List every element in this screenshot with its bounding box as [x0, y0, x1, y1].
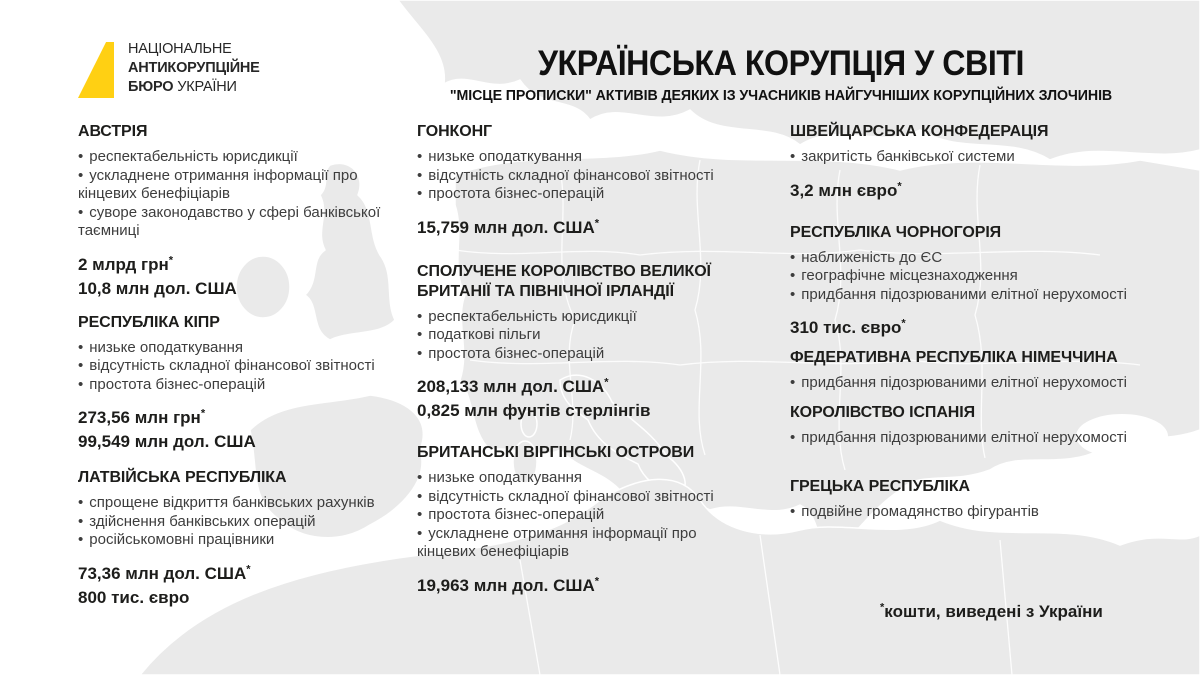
bullet-item [417, 185, 751, 204]
country-name: ЛАТВІЙСЬКА РЕСПУБЛІКА [78, 469, 287, 486]
bullet-item [790, 286, 1132, 305]
bullet-icon: • [78, 531, 84, 548]
bullet-text: респектабельність юрисдикції [89, 148, 298, 165]
bullet-text: низьке оподаткування [89, 338, 244, 356]
column-middle [417, 122, 751, 598]
amounts [790, 316, 1132, 340]
bullet-item [417, 469, 751, 488]
bullet-item [417, 525, 751, 562]
bullet-icon: • [78, 338, 84, 356]
bullet-text: відсутність складної фінансової звітності [89, 357, 375, 374]
amounts [78, 253, 400, 301]
logo-line-2: АНТИКОРУПЦІЙНЕ [128, 60, 260, 76]
column-left [78, 122, 400, 610]
bullet-item [417, 308, 751, 327]
bullet-text: спрощене відкриття банківських рахунків [89, 494, 375, 511]
asterisk-footnote-marker: * [901, 317, 906, 330]
bullet-icon: • [78, 512, 84, 530]
bullet-item [790, 374, 1132, 393]
bullet-icon: • [78, 148, 84, 165]
country-block [790, 403, 1132, 448]
bullet-text: закритість банківської системи [801, 148, 1015, 165]
bullet-text: придбання підозрюваними елітної нерухомості [801, 285, 1127, 303]
bullet-list [78, 339, 400, 395]
bullet-item [790, 503, 1132, 522]
bullet-list [790, 249, 1132, 305]
country-name: КОРОЛІВСТВО ІСПАНІЯ [790, 403, 975, 421]
bullet-item [78, 513, 400, 532]
country-block [790, 348, 1132, 393]
country-name: ГОНКОНГ [417, 123, 492, 140]
country-name: ФЕДЕРАТИВНА РЕСПУБЛІКА НІМЕЧЧИНА [790, 349, 1118, 366]
bullet-list [78, 494, 400, 550]
asterisk-footnote-marker: * [880, 601, 885, 614]
country-name: РЕСПУБЛІКА КІПР [78, 313, 220, 331]
country-name: ШВЕЙЦАРСЬКА КОНФЕДЕРАЦІЯ [790, 123, 1049, 140]
bullet-list [790, 374, 1132, 393]
country-block [417, 122, 751, 240]
bullet-text: наближеність до ЄС [801, 248, 943, 266]
bullet-item [417, 506, 751, 525]
bullet-icon: • [417, 344, 423, 362]
nabu-logo-icon [78, 42, 114, 98]
bullet-item [417, 148, 751, 167]
bullet-icon: • [790, 503, 796, 520]
bullet-text: географічне місцезнаходження [801, 267, 1018, 284]
amount-line: 99,549 млн дол. США [78, 432, 256, 451]
bullet-icon: • [417, 185, 423, 202]
country-block [78, 468, 400, 610]
amounts [417, 375, 751, 423]
bullet-icon: • [790, 248, 796, 266]
bullet-list [790, 148, 1132, 167]
bullet-icon: • [417, 506, 423, 523]
bullet-icon: • [417, 524, 423, 542]
asterisk-footnote-marker: * [246, 562, 251, 575]
bullet-icon: • [790, 428, 796, 446]
bullet-item [417, 326, 751, 345]
bullet-text: простота бізнес-операцій [428, 344, 605, 362]
footnote [880, 602, 1103, 622]
bullet-icon: • [78, 375, 84, 393]
bullet-item [417, 345, 751, 364]
country-block [790, 223, 1132, 341]
nabu-logo [78, 40, 260, 98]
bullet-text: російськомовні працівники [89, 531, 275, 548]
bullet-list [790, 503, 1132, 522]
amount-line: 273,56 млн грн* [78, 407, 206, 427]
amount-line: 208,133 млн дол. США* [417, 376, 609, 396]
logo-line-3: БЮРО УКРАЇНИ [128, 79, 237, 95]
bullet-text: ускладнене отримання інформації про кінцевих бенефіціарів [417, 524, 697, 560]
bullet-text: здійснення банківських операцій [89, 512, 316, 530]
bullet-icon: • [417, 326, 423, 343]
bullet-item [78, 531, 400, 550]
bullet-text: придбання підозрюваними елітної нерухомості [801, 428, 1127, 446]
bullet-item [78, 167, 400, 204]
bullet-text: відсутність складної фінансової звітності [428, 487, 714, 505]
page-subtitle: "МІСЦЕ ПРОПИСКИ" АКТИВІВ ДЕЯКИХ ІЗ УЧАСНИКІВ НАЙГУЧНІШИХ КОРУПЦІЙНИХ ЗЛОЧИНІВ [449, 88, 1113, 104]
bullet-list [417, 469, 751, 562]
country-name: РЕСПУБЛІКА ЧОРНОГОРІЯ [790, 223, 1002, 241]
asterisk-footnote-marker: * [168, 253, 174, 266]
bullet-icon: • [417, 487, 423, 505]
bullet-list [417, 148, 751, 204]
bullet-icon: • [417, 148, 423, 165]
bullet-item [417, 167, 751, 186]
asterisk-footnote-marker: * [897, 179, 902, 192]
country-block [78, 313, 400, 455]
asterisk-footnote-marker: * [200, 407, 206, 420]
nabu-logo-text [128, 40, 260, 97]
bullet-item [790, 249, 1132, 268]
bullet-list [417, 308, 751, 364]
bullet-item [417, 488, 751, 507]
asterisk-footnote-marker: * [604, 376, 609, 389]
bullet-item [790, 429, 1132, 448]
bullet-text: ускладнене отримання інформації про кінцевих бенефіціарів [78, 166, 358, 202]
bullet-icon: • [417, 307, 423, 325]
country-block [78, 122, 400, 301]
bullet-icon: • [790, 374, 796, 391]
bullet-item [78, 204, 400, 241]
amount-line: 310 тис. євро* [790, 317, 906, 337]
amounts [417, 216, 751, 240]
bullet-text: відсутність складної фінансової звітності [428, 166, 714, 184]
asterisk-footnote-marker: * [594, 216, 600, 229]
page-title: УКРАЇНСЬКА КОРУПЦІЯ У СВІТІ [537, 44, 1025, 83]
country-block [790, 477, 1132, 522]
country-block [790, 122, 1132, 203]
country-name: ГРЕЦЬКА РЕСПУБЛІКА [790, 478, 971, 495]
bullet-icon: • [78, 203, 84, 221]
column-right [790, 122, 1132, 522]
bullet-icon: • [417, 469, 423, 486]
bullet-text: придбання підозрюваними елітної нерухомості [801, 374, 1127, 391]
country-name: АВСТРІЯ [78, 123, 148, 140]
bullet-icon: • [790, 285, 796, 303]
bullet-list [790, 429, 1132, 448]
country-name: СПОЛУЧЕНЕ КОРОЛІВСТВО ВЕЛИКОЇ БРИТАНІЇ ТА ПІВНІЧНОЇ ІРЛАНДІЇ [417, 262, 711, 300]
country-block [417, 262, 751, 424]
bullet-text: респектабельність юрисдикції [428, 307, 637, 325]
bullet-item [78, 357, 400, 376]
bullet-icon: • [790, 148, 796, 165]
bullet-item [78, 148, 400, 167]
amount-line: 800 тис. євро [78, 587, 190, 607]
footnote-text: кошти, виведені з України [884, 602, 1103, 621]
bullet-icon: • [78, 494, 84, 511]
bullet-icon: • [790, 267, 796, 284]
amounts [790, 179, 1132, 203]
bullet-text: суворе законодавство у сфері банківської таємниці [78, 203, 381, 239]
amounts [417, 574, 751, 598]
bullet-text: простота бізнес-операцій [428, 185, 605, 202]
bullet-text: податкові пільги [428, 326, 541, 343]
bullet-text: низьке оподаткування [428, 469, 583, 486]
bullet-item [78, 376, 400, 395]
amount-line: 15,759 млн дол. США* [417, 216, 600, 237]
amounts [78, 406, 400, 454]
bullet-icon: • [78, 357, 84, 374]
country-name: БРИТАНСЬКІ ВІРГІНСЬКІ ОСТРОВИ [417, 444, 695, 461]
logo-line-1: НАЦІОНАЛЬНЕ [128, 41, 232, 57]
bullet-icon: • [417, 166, 423, 184]
amount-line: 2 млрд грн* [78, 253, 174, 274]
amount-line: 19,963 млн дол. США* [417, 574, 600, 595]
bullet-item [78, 494, 400, 513]
bullet-text: простота бізнес-операцій [89, 375, 266, 393]
asterisk-footnote-marker: * [594, 574, 600, 587]
amount-line: 3,2 млн євро* [790, 179, 902, 200]
bullet-item [790, 267, 1132, 286]
amount-line: 10,8 млн дол. США [78, 278, 237, 298]
amounts [78, 562, 400, 610]
bullet-text: низьке оподаткування [428, 148, 583, 165]
bullet-text: подвійне громадянство фігурантів [801, 503, 1039, 520]
bullet-text: простота бізнес-операцій [428, 506, 605, 523]
bullet-item [78, 339, 400, 358]
header [420, 44, 1142, 104]
amount-line: 73,36 млн дол. США* [78, 562, 251, 583]
bullet-icon: • [78, 166, 84, 184]
bullet-list [78, 148, 400, 241]
amount-line: 0,825 млн фунтів стерлінгів [417, 401, 651, 420]
bullet-item [790, 148, 1132, 167]
country-block [417, 443, 751, 598]
